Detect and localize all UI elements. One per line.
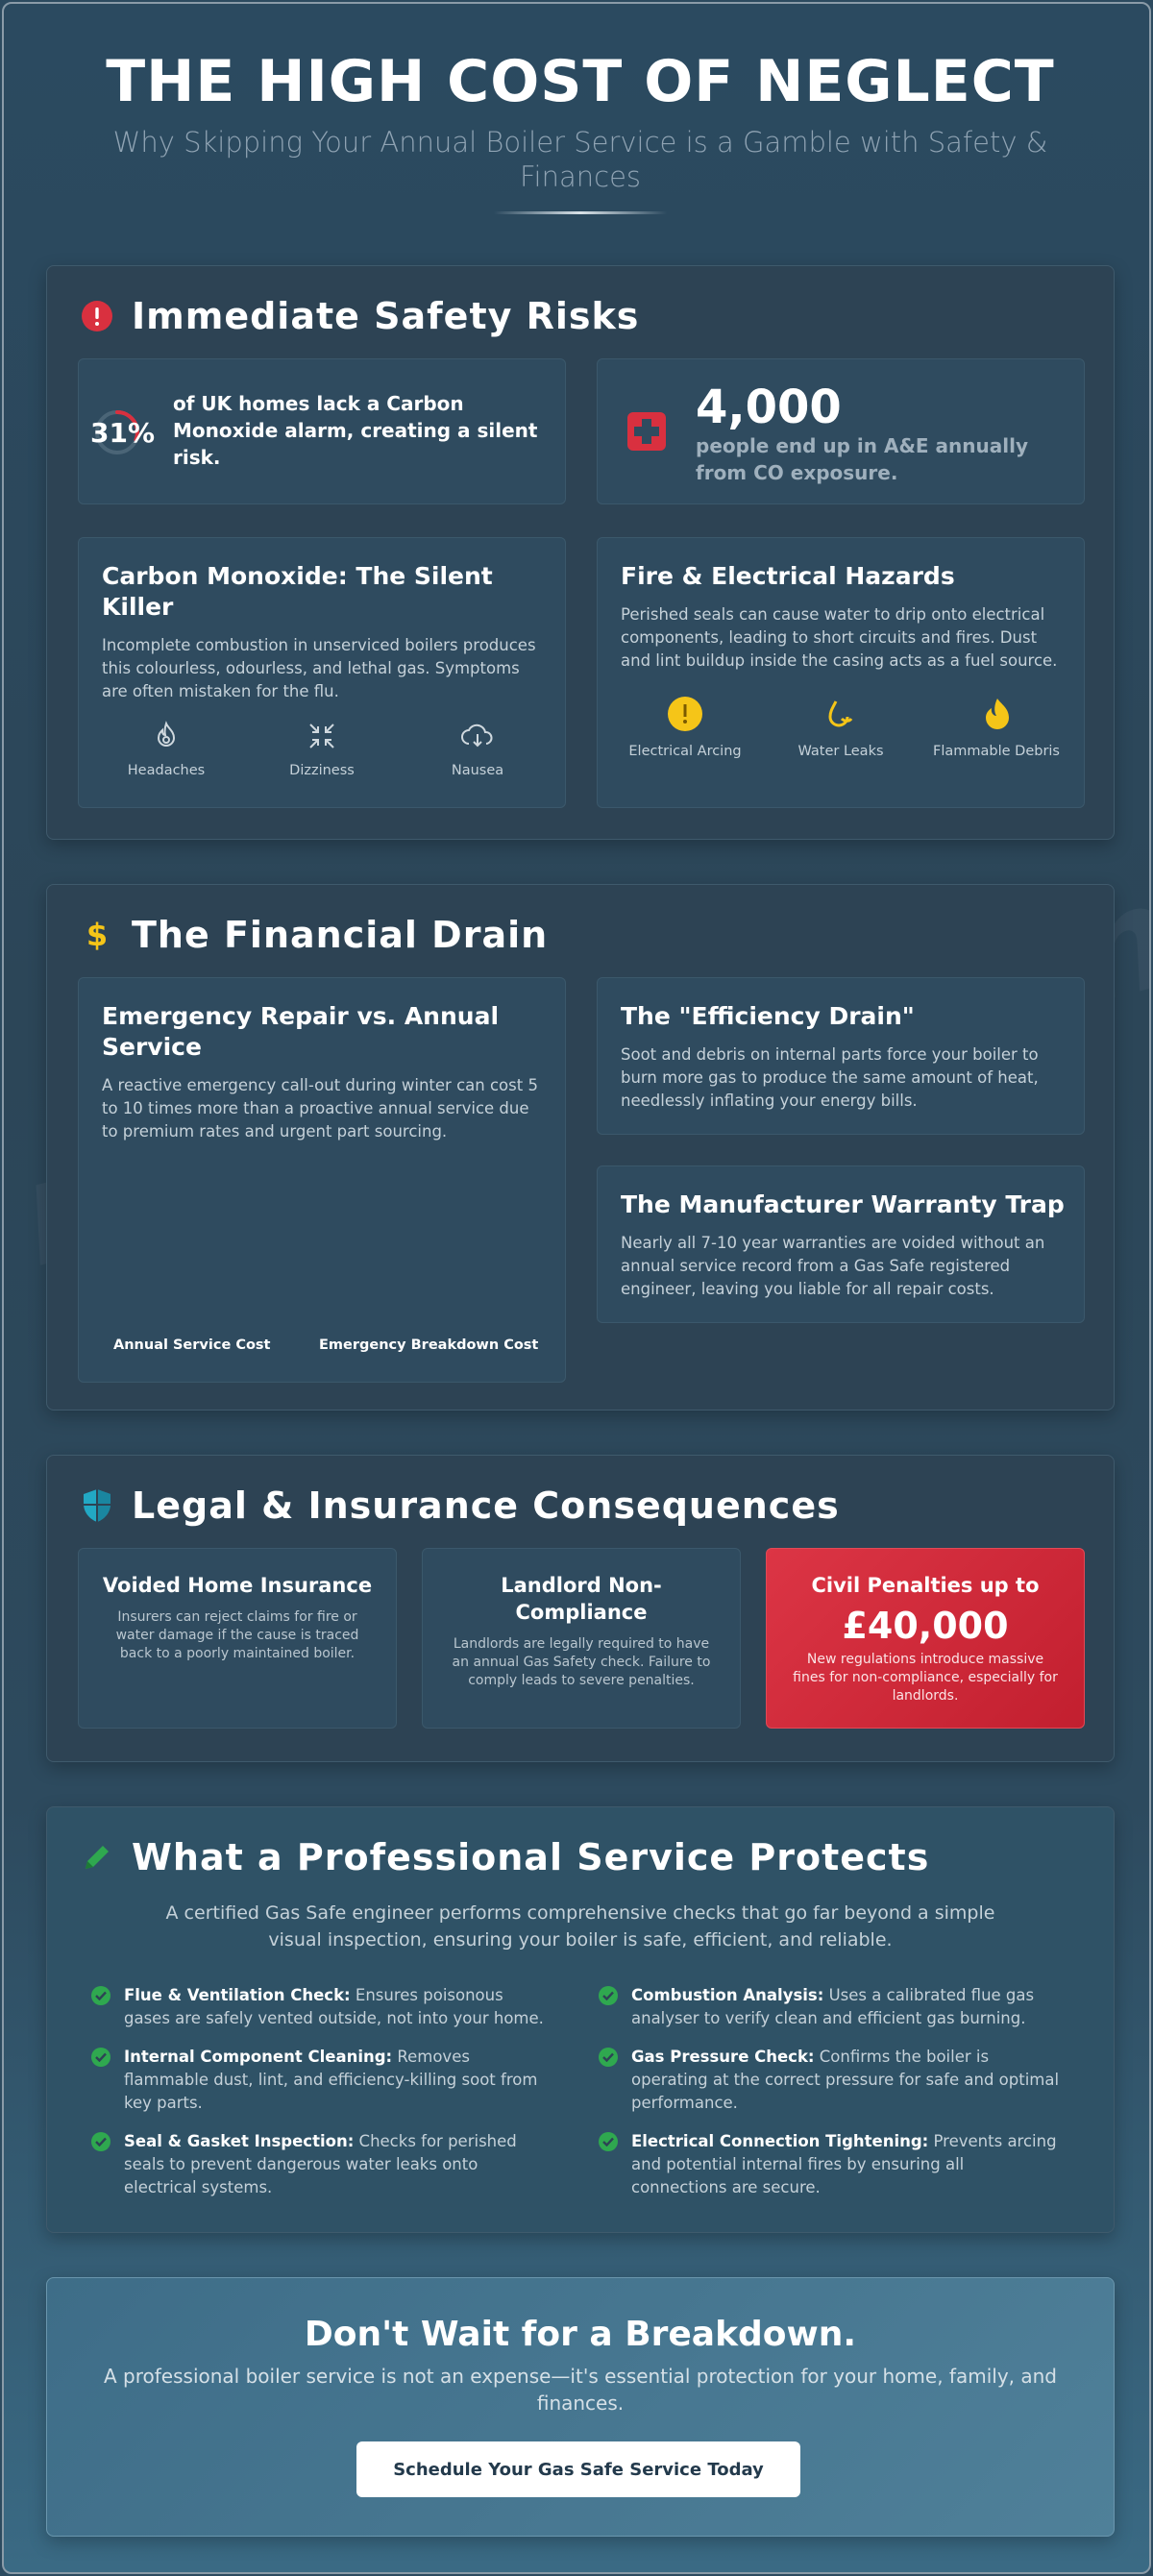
fire-swirl-icon <box>151 721 182 755</box>
penalty-value: £40,000 <box>842 1605 1009 1647</box>
protects-intro: A certified Gas Safe engineer performs comprehensive checks that go far beyond a simple visual inspection, ensuring your boiler is safe, efficient, and reliable. <box>165 1902 995 1950</box>
check-electrical <box>599 2130 1060 2199</box>
page-header <box>4 40 1151 214</box>
pencil-icon <box>80 1840 114 1875</box>
landlord-card-text: Landlords are legally required to have an annual Gas Safety check. Failure to comply leads to severe penalties. <box>452 1636 711 1688</box>
check-title: Internal Component Cleaning: <box>124 2048 393 2066</box>
fire-card-title: Fire & Electrical Hazards <box>621 562 955 590</box>
landlord-card <box>422 1548 741 1729</box>
warranty-card <box>597 1165 1085 1323</box>
insurance-card <box>78 1548 397 1729</box>
penalty-card-title: Civil Penalties up to <box>811 1574 1040 1597</box>
page-title: THE HIGH COST OF NEGLECT <box>106 48 1055 115</box>
check-icon <box>599 2048 618 2067</box>
hazard-electrical-arcing <box>618 696 752 759</box>
alert-circle-icon <box>80 299 114 333</box>
check-seals <box>91 2130 552 2199</box>
symptom-dizziness <box>255 721 389 778</box>
hazard-label: Electrical Arcing <box>628 744 742 759</box>
symptom-label: Dizziness <box>289 763 355 778</box>
check-cleaning <box>91 2046 552 2115</box>
check-text: Confirms the boiler is operating at the correct pressure for safe and optimal performance. <box>631 2048 1060 2112</box>
check-icon <box>599 1986 618 2005</box>
check-text: Ensures poisonous gases are safely vented outside, not into your home. <box>124 1986 544 2027</box>
check-title: Electrical Connection Tightening: <box>631 2132 929 2150</box>
landlord-card-title: Landlord Non-Compliance <box>501 1574 662 1624</box>
check-title: Gas Pressure Check: <box>631 2048 815 2066</box>
check-title: Seal & Gasket Inspection: <box>124 2132 355 2150</box>
dollar-icon: $ <box>86 917 109 953</box>
repair-card-text: A reactive emergency call-out during winter can cost 5 to 10 times more than a proactive annual service due to premium rates and urgent part sourcing. <box>102 1076 538 1141</box>
schedule-service-button[interactable]: Schedule Your Gas Safe Service Today <box>356 2441 800 2497</box>
repair-card-title: Emergency Repair vs. Annual Service <box>102 1002 500 1061</box>
warning-circle-icon <box>667 696 703 736</box>
safety-heading: Immediate Safety Risks <box>132 295 640 337</box>
shield-icon <box>80 1488 114 1523</box>
protects-header <box>80 1836 929 1878</box>
co-card-text: Incomplete combustion in unserviced boilers produces this colourless, odourless, and lethal gas. Symptoms are often mistaken for the flu. <box>102 636 536 700</box>
symptom-label: Headaches <box>127 763 206 778</box>
insurance-card-text: Insurers can reject claims for fire or water damage if the cause is traced back to a poorly maintained boiler. <box>115 1609 359 1661</box>
financial-section <box>46 884 1115 1411</box>
repair-card <box>78 977 566 1383</box>
legal-heading: Legal & Insurance Consequences <box>132 1484 840 1527</box>
check-icon <box>91 2132 110 2151</box>
efficiency-card-title: The "Efficiency Drain" <box>621 1002 915 1030</box>
page-frame <box>2 2 1151 2574</box>
co-alarm-stat-card <box>78 358 566 504</box>
cta-text: A professional boiler service is not an expense—it's essential protection for your home, family, and finances. <box>104 2365 1057 2415</box>
hazard-water-leaks <box>773 696 908 759</box>
emergency-breakdown-label: Emergency Breakdown Cost <box>319 1337 539 1353</box>
fire-card <box>597 537 1085 808</box>
protects-heading: What a Professional Service Protects <box>132 1836 930 1878</box>
co-card-title: Carbon Monoxide: The Silent Killer <box>102 562 493 621</box>
check-icon <box>91 2048 110 2067</box>
ae-stat-text: people end up in A&E annually from CO exposure. <box>696 434 1028 484</box>
penalty-card-text: New regulations introduce massive fines for non-compliance, especially for landlords. <box>793 1652 1058 1704</box>
ae-stat-value: 4,000 <box>696 380 842 434</box>
legal-header <box>80 1484 840 1527</box>
symptom-nausea <box>410 721 545 778</box>
protects-section <box>46 1806 1115 2233</box>
safety-section <box>46 265 1115 840</box>
water-drop-icon <box>822 696 859 736</box>
hazard-label: Water Leaks <box>797 744 884 759</box>
symptom-headaches <box>99 721 233 778</box>
check-pressure <box>599 2046 1060 2115</box>
compress-arrows-icon <box>307 721 337 755</box>
page-subtitle: Why Skipping Your Annual Boiler Service is a Gamble with Safety & Finances <box>112 126 1048 193</box>
check-icon <box>91 1986 110 2005</box>
hazard-flammable-debris <box>929 696 1064 759</box>
check-flue <box>91 1984 552 2030</box>
check-text: Checks for perished seals to prevent dangerous water leaks onto electrical systems. <box>124 2132 517 2196</box>
check-title: Combustion Analysis: <box>631 1986 824 2004</box>
co-alarm-stat-text: of UK homes lack a Carbon Monoxide alarm, creating a silent risk. <box>173 392 538 469</box>
warranty-card-text: Nearly all 7-10 year warranties are voided without an annual service record from a Gas Safe registered engineer, leaving you liable for all repair costs. <box>621 1234 1045 1298</box>
symptom-icons <box>88 721 555 778</box>
efficiency-card-text: Soot and debris on internal parts force your boiler to burn more gas to produce the same amount of heat, needlessly inflating your energy bills. <box>621 1045 1039 1110</box>
co-card <box>78 537 566 808</box>
penalty-card <box>766 1548 1085 1729</box>
flame-icon <box>978 696 1015 736</box>
warranty-card-title: The Manufacturer Warranty Trap <box>621 1190 1065 1218</box>
cloud-download-icon <box>460 721 495 755</box>
check-icon <box>599 2132 618 2151</box>
symptom-label: Nausea <box>451 763 504 778</box>
financial-header <box>80 914 548 956</box>
annual-service-label: Annual Service Cost <box>113 1337 271 1353</box>
check-combustion <box>599 1984 1060 2030</box>
ae-stat-card <box>597 358 1085 504</box>
hazard-icons <box>607 696 1074 759</box>
title-divider <box>494 211 667 214</box>
check-title: Flue & Ventilation Check: <box>124 1986 351 2004</box>
check-text: Prevents arcing and potential internal fires by ensuring all connections are secure. <box>631 2132 1057 2196</box>
safety-header <box>80 295 639 337</box>
co-alarm-stat-value: 31% <box>90 417 156 449</box>
check-text: Uses a calibrated flue gas analyser to verify clean and efficient gas burning. <box>631 1986 1035 2027</box>
legal-section <box>46 1455 1115 1762</box>
check-text: Removes flammable dust, lint, and efficiency-killing soot from key parts. <box>124 2048 538 2112</box>
efficiency-card <box>597 977 1085 1135</box>
financial-heading: The Financial Drain <box>132 914 549 956</box>
insurance-card-title: Voided Home Insurance <box>102 1574 373 1597</box>
medical-cross-icon <box>626 411 667 455</box>
fire-card-text: Perished seals can cause water to drip onto electrical components, leading to short circuits and fires. Dust and lint buildup inside the casing acts as a fuel source. <box>621 605 1058 670</box>
cta-title: Don't Wait for a Breakdown. <box>304 2315 857 2354</box>
hazard-label: Flammable Debris <box>933 744 1060 759</box>
cta-section <box>46 2277 1115 2537</box>
